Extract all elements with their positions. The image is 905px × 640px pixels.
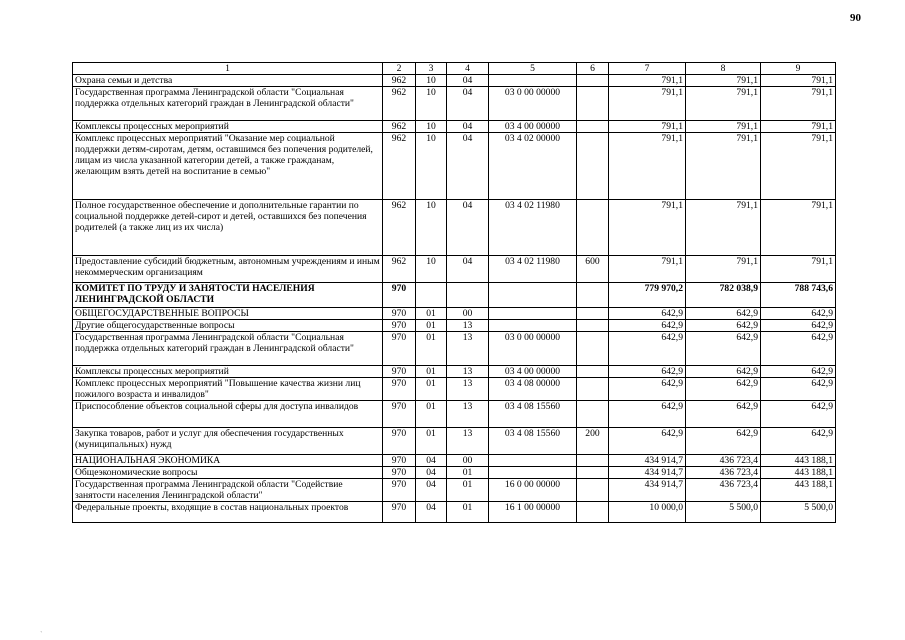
row-sum-1: 779 970,2 <box>609 283 686 308</box>
row-gr: 970 <box>383 320 416 332</box>
row-sum-1: 642,9 <box>609 320 686 332</box>
row-description: Другие общегосударственные вопросы <box>73 320 383 332</box>
col-header: 3 <box>416 63 447 75</box>
row-gr: 970 <box>383 455 416 467</box>
row-description: ОБЩЕГОСУДАРСТВЕННЫЕ ВОПРОСЫ <box>73 308 383 320</box>
row-vr: 600 <box>577 256 609 283</box>
row-description: Государственная программа Ленинградской области "Социальная поддержка отдельных категорий граждан в Ленинградской области" <box>73 332 383 366</box>
table-row <box>73 502 836 523</box>
table-row <box>73 401 836 428</box>
row-sum-1: 642,9 <box>609 308 686 320</box>
row-description: Приспособление объектов социальной сферы для доступа инвалидов <box>73 401 383 428</box>
page-number: 90 <box>850 12 861 24</box>
row-csr: 03 0 00 00000 <box>489 332 577 366</box>
row-description: Государственная программа Ленинградской области "Содействие занятости населения Ленинградской области" <box>73 479 383 502</box>
row-csr: 03 4 02 00000 <box>489 133 577 200</box>
row-vr <box>577 283 609 308</box>
row-sum-3: 791,1 <box>761 121 836 133</box>
row-sum-2: 436 723,4 <box>686 479 761 502</box>
row-sum-3: 443 188,1 <box>761 479 836 502</box>
row-sum-2: 782 038,9 <box>686 283 761 308</box>
row-sum-1: 434 914,7 <box>609 455 686 467</box>
row-description: Комплексы процессных мероприятий <box>73 366 383 378</box>
row-pr: 13 <box>447 332 489 366</box>
row-pr: 13 <box>447 401 489 428</box>
row-sum-2: 5 500,0 <box>686 502 761 523</box>
row-sum-3: 443 188,1 <box>761 467 836 479</box>
row-sum-1: 642,9 <box>609 366 686 378</box>
row-sum-3: 642,9 <box>761 332 836 366</box>
row-rz: 10 <box>416 256 447 283</box>
row-sum-3: 791,1 <box>761 87 836 121</box>
row-sum-3: 642,9 <box>761 366 836 378</box>
col-header: 4 <box>447 63 489 75</box>
col-header: 9 <box>761 63 836 75</box>
row-vr <box>577 133 609 200</box>
row-gr: 970 <box>383 332 416 366</box>
row-pr: 00 <box>447 308 489 320</box>
row-sum-2: 642,9 <box>686 320 761 332</box>
row-sum-2: 791,1 <box>686 87 761 121</box>
row-sum-3: 642,9 <box>761 320 836 332</box>
row-csr: 03 4 02 11980 <box>489 256 577 283</box>
row-vr <box>577 87 609 121</box>
row-rz: 01 <box>416 428 447 455</box>
row-pr: 01 <box>447 467 489 479</box>
row-sum-1: 642,9 <box>609 428 686 455</box>
table-row <box>73 87 836 121</box>
table-row <box>73 283 836 308</box>
row-sum-3: 642,9 <box>761 308 836 320</box>
row-sum-3: 791,1 <box>761 200 836 256</box>
row-description: Охрана семьи и детства <box>73 75 383 87</box>
row-sum-2: 642,9 <box>686 332 761 366</box>
row-gr: 962 <box>383 87 416 121</box>
row-gr: 970 <box>383 283 416 308</box>
row-gr: 962 <box>383 133 416 200</box>
row-rz: 10 <box>416 75 447 87</box>
row-sum-1: 434 914,7 <box>609 479 686 502</box>
row-rz: 01 <box>416 366 447 378</box>
table-row <box>73 378 836 401</box>
row-pr: 00 <box>447 455 489 467</box>
row-sum-2: 642,9 <box>686 308 761 320</box>
row-gr: 962 <box>383 200 416 256</box>
row-sum-2: 642,9 <box>686 401 761 428</box>
row-rz: 01 <box>416 401 447 428</box>
row-sum-2: 642,9 <box>686 366 761 378</box>
table-row <box>73 320 836 332</box>
row-vr <box>577 378 609 401</box>
row-gr: 962 <box>383 75 416 87</box>
row-sum-3: 791,1 <box>761 75 836 87</box>
row-pr: 04 <box>447 256 489 283</box>
row-rz: 01 <box>416 308 447 320</box>
row-sum-2: 436 723,4 <box>686 467 761 479</box>
row-csr: 03 4 08 15560 <box>489 428 577 455</box>
row-csr: 03 0 00 00000 <box>489 87 577 121</box>
row-rz: 10 <box>416 87 447 121</box>
row-gr: 970 <box>383 366 416 378</box>
row-rz: 04 <box>416 479 447 502</box>
row-vr <box>577 75 609 87</box>
row-sum-1: 642,9 <box>609 378 686 401</box>
row-vr <box>577 401 609 428</box>
row-csr: 16 1 00 00000 <box>489 502 577 523</box>
table-row <box>73 75 836 87</box>
row-rz: 10 <box>416 200 447 256</box>
row-vr <box>577 455 609 467</box>
row-description: Государственная программа Ленинградской области "Социальная поддержка отдельных категорий граждан в Ленинградской области" <box>73 87 383 121</box>
row-description: Закупка товаров, работ и услуг для обеспечения государственных (муниципальных) нужд <box>73 428 383 455</box>
row-csr <box>489 283 577 308</box>
row-pr: 01 <box>447 479 489 502</box>
row-pr: 04 <box>447 200 489 256</box>
table-body <box>73 75 836 523</box>
row-sum-1: 791,1 <box>609 121 686 133</box>
table-row <box>73 121 836 133</box>
table-row <box>73 467 836 479</box>
row-rz: 01 <box>416 378 447 401</box>
row-gr: 970 <box>383 502 416 523</box>
row-gr: 970 <box>383 378 416 401</box>
table-row <box>73 256 836 283</box>
row-description: Комплекс процессных мероприятий "Оказание мер социальной поддержки детям-сиротам, детям, оставшимся без попечения родителей, лицам из числа указанной категории детей, а также гражданам, желающим взять детей на воспитание в семью" <box>73 133 383 200</box>
row-rz: 04 <box>416 455 447 467</box>
budget-table <box>72 62 836 523</box>
row-sum-1: 791,1 <box>609 256 686 283</box>
row-gr: 970 <box>383 308 416 320</box>
row-vr <box>577 200 609 256</box>
table-row <box>73 133 836 200</box>
row-description: Общеэкономические вопросы <box>73 467 383 479</box>
row-gr: 970 <box>383 467 416 479</box>
col-header: 8 <box>686 63 761 75</box>
row-rz: 04 <box>416 502 447 523</box>
row-sum-1: 434 914,7 <box>609 467 686 479</box>
header-row <box>73 63 836 75</box>
row-csr <box>489 75 577 87</box>
table-row <box>73 366 836 378</box>
row-description: Предоставление субсидий бюджетным, автономным учреждениям и иным некоммерческим организациям <box>73 256 383 283</box>
row-sum-1: 791,1 <box>609 87 686 121</box>
row-sum-3: 642,9 <box>761 428 836 455</box>
row-rz: 10 <box>416 133 447 200</box>
row-sum-1: 791,1 <box>609 200 686 256</box>
row-vr <box>577 332 609 366</box>
row-rz: 01 <box>416 332 447 366</box>
row-csr <box>489 308 577 320</box>
col-header: 6 <box>577 63 609 75</box>
table-row <box>73 428 836 455</box>
row-vr <box>577 467 609 479</box>
row-rz <box>416 283 447 308</box>
row-pr <box>447 283 489 308</box>
row-description: Комплекс процессных мероприятий "Повышение качества жизни лиц пожилого возраста и инвалидов" <box>73 378 383 401</box>
row-sum-2: 791,1 <box>686 133 761 200</box>
row-description: КОМИТЕТ ПО ТРУДУ И ЗАНЯТОСТИ НАСЕЛЕНИЯ ЛЕНИНГРАДСКОЙ ОБЛАСТИ <box>73 283 383 308</box>
row-sum-1: 791,1 <box>609 133 686 200</box>
row-vr: 200 <box>577 428 609 455</box>
row-sum-2: 642,9 <box>686 378 761 401</box>
row-rz: 10 <box>416 121 447 133</box>
row-sum-2: 791,1 <box>686 200 761 256</box>
row-csr: 03 4 02 11980 <box>489 200 577 256</box>
row-pr: 04 <box>447 133 489 200</box>
col-header: 5 <box>489 63 577 75</box>
row-sum-1: 791,1 <box>609 75 686 87</box>
row-sum-3: 5 500,0 <box>761 502 836 523</box>
row-csr <box>489 320 577 332</box>
row-csr: 03 4 08 00000 <box>489 378 577 401</box>
row-vr <box>577 502 609 523</box>
row-sum-2: 436 723,4 <box>686 455 761 467</box>
col-header: 2 <box>383 63 416 75</box>
row-pr: 13 <box>447 378 489 401</box>
scan-mark: ˋ <box>40 630 43 639</box>
row-gr: 970 <box>383 401 416 428</box>
row-csr: 16 0 00 00000 <box>489 479 577 502</box>
row-pr: 13 <box>447 320 489 332</box>
row-sum-3: 788 743,6 <box>761 283 836 308</box>
row-rz: 04 <box>416 467 447 479</box>
row-vr <box>577 366 609 378</box>
table-row <box>73 455 836 467</box>
row-sum-1: 642,9 <box>609 332 686 366</box>
row-csr <box>489 455 577 467</box>
row-vr <box>577 121 609 133</box>
table-row <box>73 308 836 320</box>
row-pr: 01 <box>447 502 489 523</box>
row-pr: 13 <box>447 428 489 455</box>
row-sum-2: 642,9 <box>686 428 761 455</box>
row-rz: 01 <box>416 320 447 332</box>
row-sum-2: 791,1 <box>686 121 761 133</box>
row-sum-3: 791,1 <box>761 133 836 200</box>
row-pr: 04 <box>447 121 489 133</box>
row-csr: 03 4 00 00000 <box>489 121 577 133</box>
row-sum-3: 443 188,1 <box>761 455 836 467</box>
row-description: Полное государственное обеспечение и дополнительные гарантии по социальной поддержке детей-сирот и детей, оставшихся без попечения родителей (а также лиц из их числа) <box>73 200 383 256</box>
row-gr: 962 <box>383 121 416 133</box>
row-sum-3: 791,1 <box>761 256 836 283</box>
row-sum-1: 10 000,0 <box>609 502 686 523</box>
row-sum-2: 791,1 <box>686 256 761 283</box>
row-gr: 970 <box>383 428 416 455</box>
row-sum-2: 791,1 <box>686 75 761 87</box>
table-row <box>73 479 836 502</box>
row-vr <box>577 320 609 332</box>
row-description: Федеральные проекты, входящие в состав национальных проектов <box>73 502 383 523</box>
row-gr: 970 <box>383 479 416 502</box>
row-pr: 04 <box>447 87 489 121</box>
row-sum-3: 642,9 <box>761 378 836 401</box>
row-pr: 04 <box>447 75 489 87</box>
row-vr <box>577 308 609 320</box>
row-csr: 03 4 08 15560 <box>489 401 577 428</box>
row-sum-1: 642,9 <box>609 401 686 428</box>
row-csr <box>489 467 577 479</box>
col-header: 7 <box>609 63 686 75</box>
row-pr: 13 <box>447 366 489 378</box>
table-row <box>73 332 836 366</box>
col-header: 1 <box>73 63 383 75</box>
row-gr: 962 <box>383 256 416 283</box>
row-sum-3: 642,9 <box>761 401 836 428</box>
row-description: Комплексы процессных мероприятий <box>73 121 383 133</box>
row-csr: 03 4 00 00000 <box>489 366 577 378</box>
row-description: НАЦИОНАЛЬНАЯ ЭКОНОМИКА <box>73 455 383 467</box>
row-vr <box>577 479 609 502</box>
table-row <box>73 200 836 256</box>
